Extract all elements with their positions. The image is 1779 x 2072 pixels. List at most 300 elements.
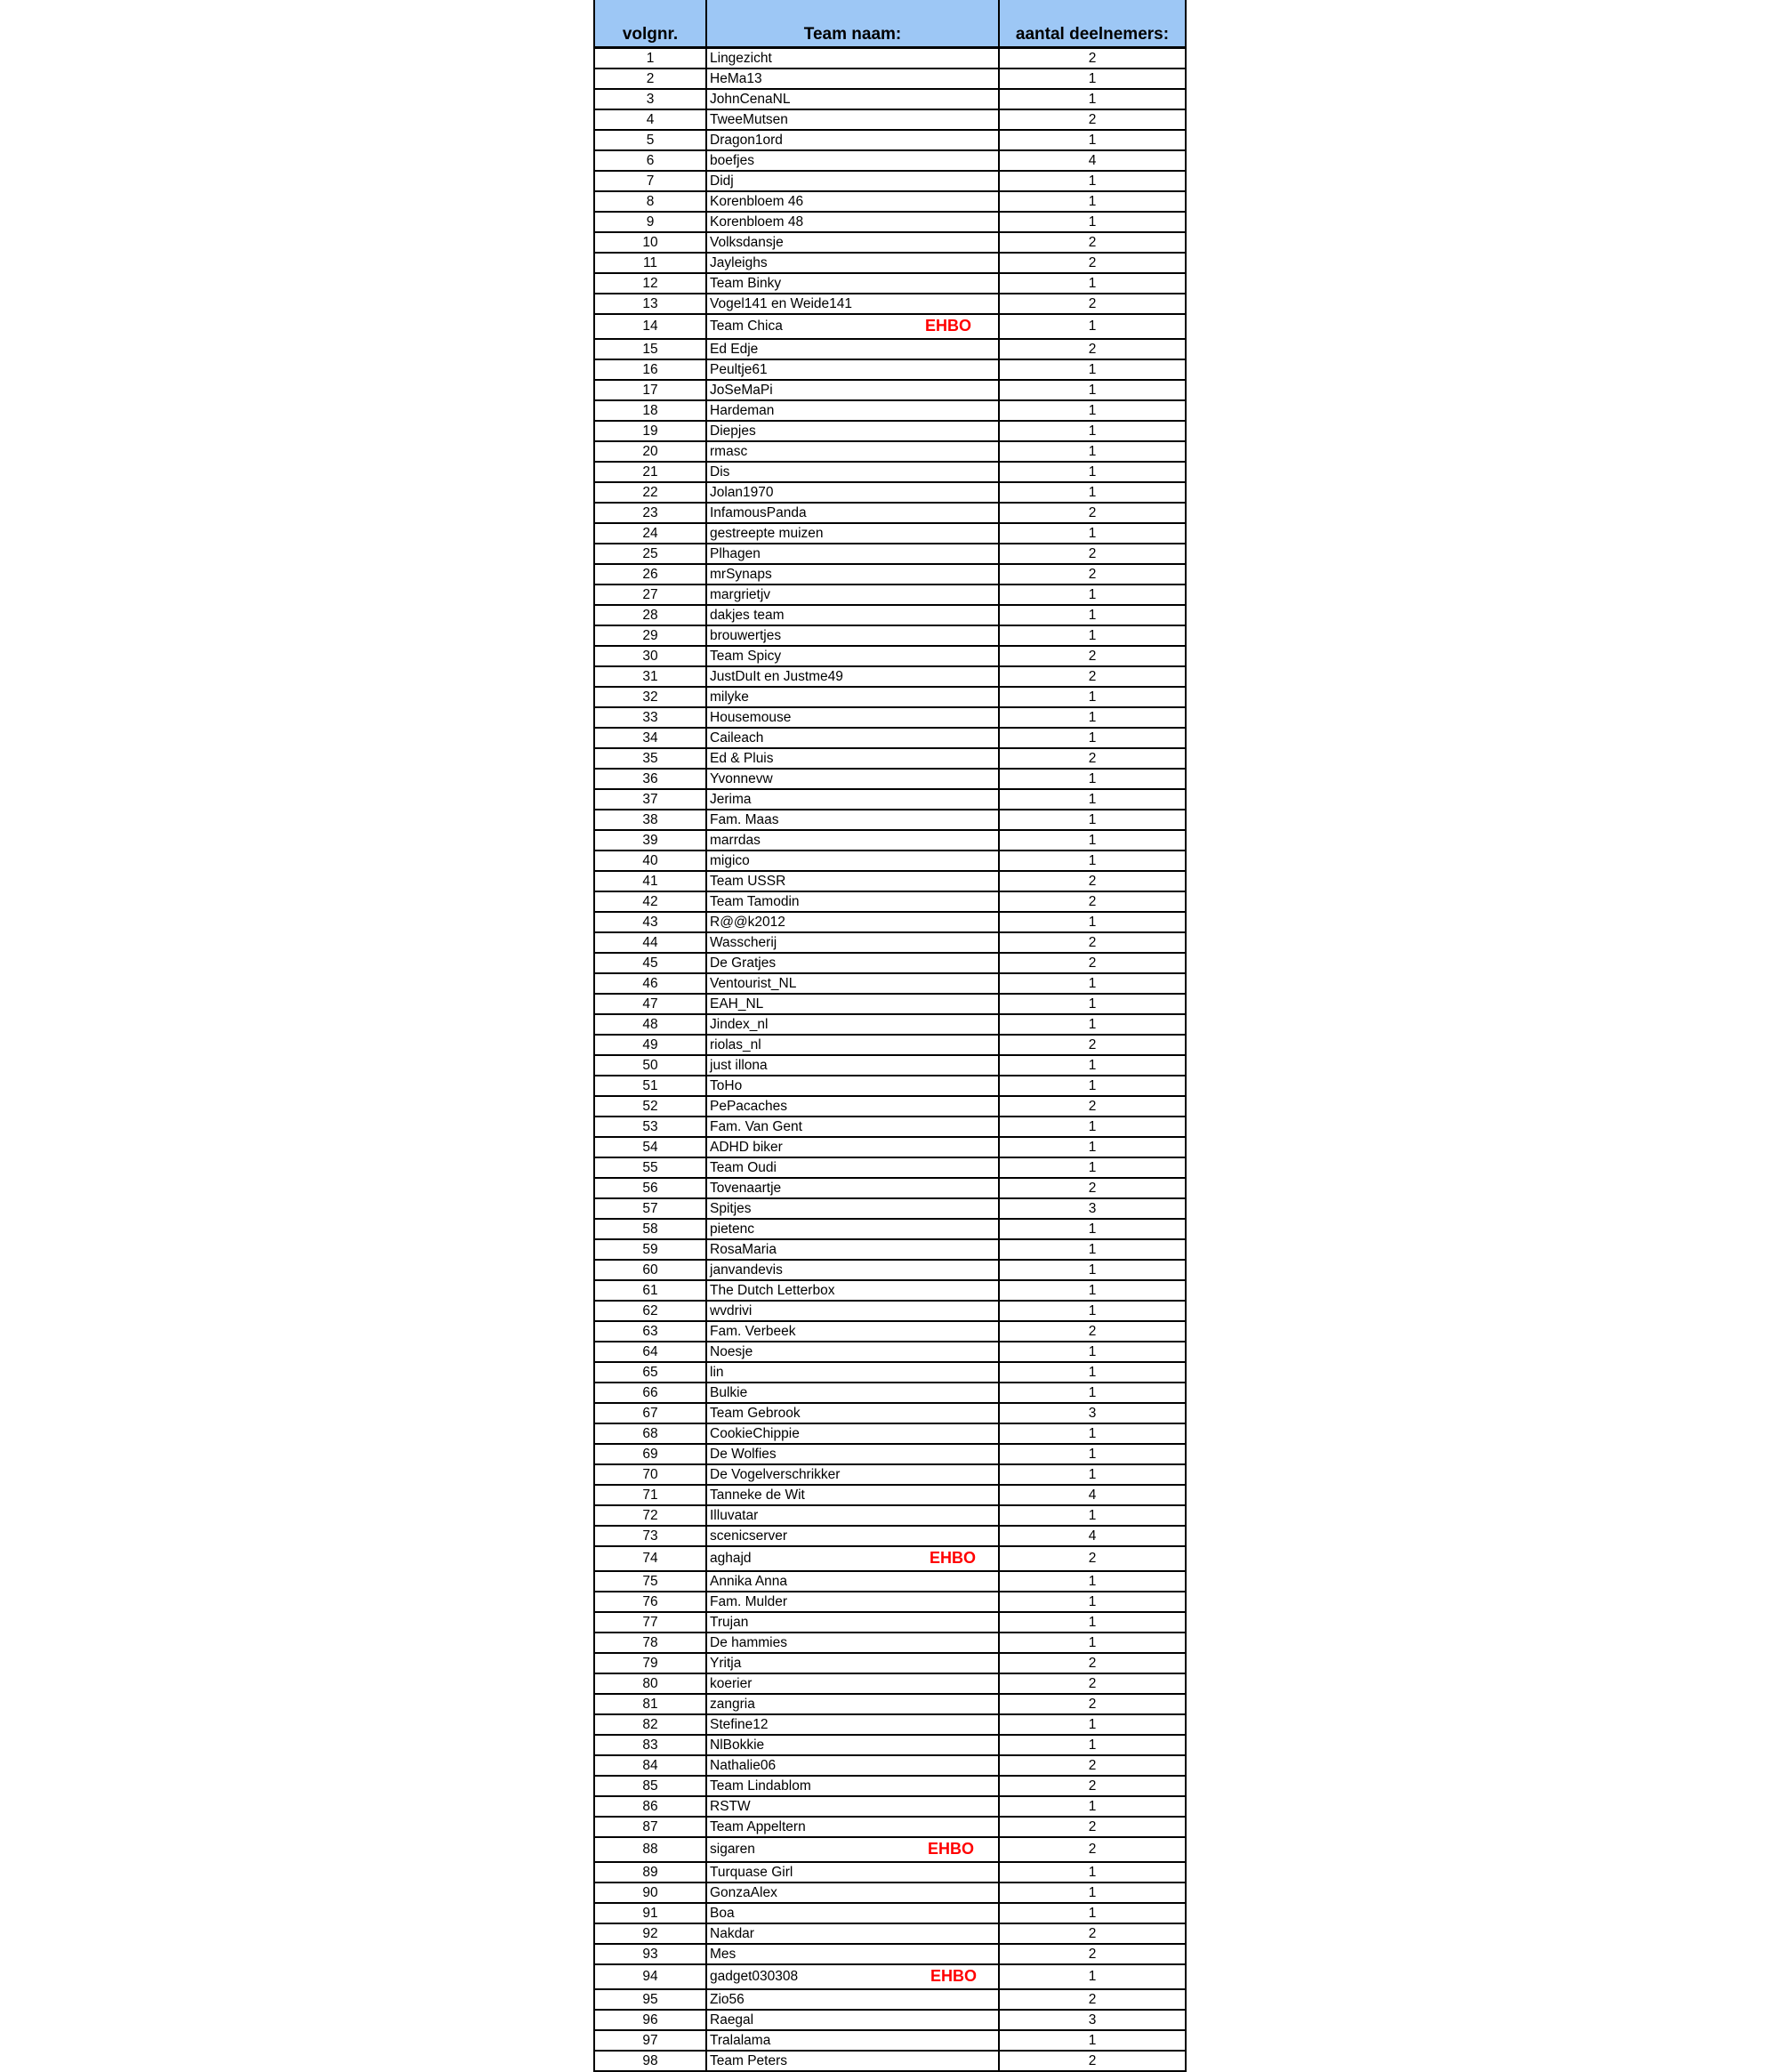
- cell-aantal-deelnemers[interactable]: 1: [999, 2030, 1186, 2051]
- cell-team-naam[interactable]: [706, 1883, 999, 1903]
- cell-team-naam[interactable]: [706, 462, 999, 482]
- cell-volgnr[interactable]: 39: [594, 830, 706, 851]
- cell-volgnr[interactable]: 75: [594, 1571, 706, 1592]
- cell-volgnr[interactable]: 78: [594, 1633, 706, 1653]
- cell-aantal-deelnemers[interactable]: 1: [999, 1076, 1186, 1096]
- team-name-text: Jayleighs: [710, 255, 768, 270]
- cell-aantal-deelnemers[interactable]: 1: [999, 1735, 1186, 1755]
- cell-team-naam[interactable]: [706, 871, 999, 891]
- cell-aantal-deelnemers[interactable]: 4: [999, 1485, 1186, 1505]
- cell-aantal-deelnemers[interactable]: 1: [999, 789, 1186, 810]
- cell-aantal-deelnemers[interactable]: 1: [999, 1883, 1186, 1903]
- cell-team-naam[interactable]: [706, 1280, 999, 1301]
- cell-volgnr[interactable]: 52: [594, 1096, 706, 1117]
- cell-volgnr[interactable]: 17: [594, 380, 706, 400]
- cell-team-naam[interactable]: [706, 932, 999, 953]
- cell-volgnr[interactable]: 86: [594, 1796, 706, 1817]
- cell-volgnr[interactable]: 72: [594, 1505, 706, 1526]
- cell-team-naam[interactable]: [706, 1464, 999, 1485]
- cell-aantal-deelnemers[interactable]: 1: [999, 212, 1186, 232]
- cell-aantal-deelnemers[interactable]: 2: [999, 1546, 1186, 1571]
- cell-aantal-deelnemers[interactable]: 2: [999, 564, 1186, 585]
- cell-team-naam[interactable]: [706, 789, 999, 810]
- cell-team-naam[interactable]: [706, 150, 999, 171]
- cell-volgnr[interactable]: 73: [594, 1526, 706, 1546]
- cell-volgnr[interactable]: 10: [594, 232, 706, 253]
- cell-volgnr[interactable]: 83: [594, 1735, 706, 1755]
- cell-team-naam[interactable]: [706, 1014, 999, 1035]
- cell-aantal-deelnemers[interactable]: 1: [999, 707, 1186, 728]
- cell-volgnr[interactable]: 68: [594, 1423, 706, 1444]
- cell-aantal-deelnemers[interactable]: 2: [999, 1755, 1186, 1776]
- cell-aantal-deelnemers[interactable]: 2: [999, 1837, 1186, 1862]
- cell-team-naam[interactable]: [706, 1178, 999, 1198]
- cell-team-naam[interactable]: [706, 1944, 999, 1964]
- cell-volgnr[interactable]: 23: [594, 503, 706, 523]
- cell-aantal-deelnemers[interactable]: 1: [999, 728, 1186, 748]
- cell-team-naam[interactable]: [706, 769, 999, 789]
- cell-team-naam[interactable]: [706, 89, 999, 109]
- cell-team-naam[interactable]: [706, 212, 999, 232]
- cell-volgnr[interactable]: 60: [594, 1260, 706, 1280]
- cell-volgnr[interactable]: 43: [594, 912, 706, 932]
- cell-volgnr[interactable]: 22: [594, 482, 706, 503]
- cell-team-naam[interactable]: [706, 810, 999, 830]
- cell-aantal-deelnemers[interactable]: 1: [999, 687, 1186, 707]
- cell-aantal-deelnemers[interactable]: 1: [999, 359, 1186, 380]
- cell-volgnr[interactable]: 18: [594, 400, 706, 421]
- cell-team-naam[interactable]: [706, 1989, 999, 2010]
- cell-volgnr[interactable]: 94: [594, 1964, 706, 1989]
- cell-aantal-deelnemers[interactable]: 1: [999, 605, 1186, 625]
- cell-aantal-deelnemers[interactable]: 1: [999, 130, 1186, 150]
- cell-aantal-deelnemers[interactable]: 4: [999, 150, 1186, 171]
- cell-volgnr[interactable]: 47: [594, 994, 706, 1014]
- cell-volgnr[interactable]: 69: [594, 1444, 706, 1464]
- cell-aantal-deelnemers[interactable]: 1: [999, 585, 1186, 605]
- cell-volgnr[interactable]: 11: [594, 253, 706, 273]
- cell-volgnr[interactable]: 70: [594, 1464, 706, 1485]
- cell-team-naam[interactable]: [706, 564, 999, 585]
- cell-team-naam[interactable]: [706, 1137, 999, 1157]
- cell-team-naam[interactable]: [706, 1321, 999, 1342]
- cell-volgnr[interactable]: 63: [594, 1321, 706, 1342]
- cell-team-naam[interactable]: [706, 1076, 999, 1096]
- cell-volgnr[interactable]: 30: [594, 646, 706, 666]
- cell-team-naam[interactable]: [706, 1817, 999, 1837]
- cell-aantal-deelnemers[interactable]: 2: [999, 253, 1186, 273]
- cell-aantal-deelnemers[interactable]: 2: [999, 503, 1186, 523]
- cell-team-naam[interactable]: [706, 1612, 999, 1633]
- cell-volgnr[interactable]: 74: [594, 1546, 706, 1571]
- cell-volgnr[interactable]: 7: [594, 171, 706, 191]
- cell-team-naam[interactable]: [706, 1571, 999, 1592]
- cell-team-naam[interactable]: [706, 359, 999, 380]
- cell-aantal-deelnemers[interactable]: 1: [999, 191, 1186, 212]
- cell-team-naam[interactable]: [706, 1735, 999, 1755]
- cell-volgnr[interactable]: 40: [594, 851, 706, 871]
- cell-team-naam[interactable]: [706, 973, 999, 994]
- cell-volgnr[interactable]: 76: [594, 1592, 706, 1612]
- cell-volgnr[interactable]: 46: [594, 973, 706, 994]
- cell-aantal-deelnemers[interactable]: 1: [999, 380, 1186, 400]
- cell-volgnr[interactable]: 91: [594, 1903, 706, 1923]
- header-team-naam[interactable]: Team naam:: [706, 0, 999, 48]
- cell-aantal-deelnemers[interactable]: 3: [999, 2010, 1186, 2030]
- cell-volgnr[interactable]: 9: [594, 212, 706, 232]
- cell-team-naam[interactable]: [706, 339, 999, 359]
- cell-volgnr[interactable]: 85: [594, 1776, 706, 1796]
- cell-volgnr[interactable]: 59: [594, 1239, 706, 1260]
- cell-aantal-deelnemers[interactable]: 1: [999, 171, 1186, 191]
- cell-aantal-deelnemers[interactable]: 1: [999, 69, 1186, 89]
- cell-aantal-deelnemers[interactable]: 1: [999, 810, 1186, 830]
- cell-aantal-deelnemers[interactable]: 1: [999, 441, 1186, 462]
- cell-volgnr[interactable]: 96: [594, 2010, 706, 2030]
- cell-aantal-deelnemers[interactable]: 1: [999, 830, 1186, 851]
- header-volgnr[interactable]: volgnr.: [594, 0, 706, 48]
- cell-volgnr[interactable]: 6: [594, 150, 706, 171]
- cell-volgnr[interactable]: 62: [594, 1301, 706, 1321]
- cell-team-naam[interactable]: [706, 1383, 999, 1403]
- cell-volgnr[interactable]: 48: [594, 1014, 706, 1035]
- cell-team-naam[interactable]: [706, 191, 999, 212]
- cell-aantal-deelnemers[interactable]: 1: [999, 1964, 1186, 1989]
- cell-volgnr[interactable]: 53: [594, 1117, 706, 1137]
- cell-aantal-deelnemers[interactable]: 1: [999, 1464, 1186, 1485]
- cell-aantal-deelnemers[interactable]: 3: [999, 1198, 1186, 1219]
- cell-team-naam[interactable]: [706, 1423, 999, 1444]
- cell-volgnr[interactable]: 36: [594, 769, 706, 789]
- cell-volgnr[interactable]: 81: [594, 1694, 706, 1714]
- cell-volgnr[interactable]: 26: [594, 564, 706, 585]
- cell-aantal-deelnemers[interactable]: 1: [999, 994, 1186, 1014]
- cell-volgnr[interactable]: 49: [594, 1035, 706, 1055]
- cell-volgnr[interactable]: 50: [594, 1055, 706, 1076]
- cell-team-naam[interactable]: [706, 441, 999, 462]
- cell-aantal-deelnemers[interactable]: 1: [999, 1342, 1186, 1362]
- cell-volgnr[interactable]: 98: [594, 2051, 706, 2071]
- cell-aantal-deelnemers[interactable]: 2: [999, 339, 1186, 359]
- cell-team-naam[interactable]: [706, 728, 999, 748]
- cell-volgnr[interactable]: 80: [594, 1673, 706, 1694]
- cell-volgnr[interactable]: 55: [594, 1157, 706, 1178]
- cell-volgnr[interactable]: 21: [594, 462, 706, 482]
- cell-volgnr[interactable]: 93: [594, 1944, 706, 1964]
- cell-team-naam[interactable]: [706, 912, 999, 932]
- cell-volgnr[interactable]: 97: [594, 2030, 706, 2051]
- cell-team-naam[interactable]: [706, 687, 999, 707]
- cell-volgnr[interactable]: 56: [594, 1178, 706, 1198]
- cell-aantal-deelnemers[interactable]: 1: [999, 1571, 1186, 1592]
- cell-aantal-deelnemers[interactable]: 2: [999, 748, 1186, 769]
- cell-aantal-deelnemers[interactable]: 1: [999, 1633, 1186, 1653]
- cell-team-naam[interactable]: [706, 1260, 999, 1280]
- cell-team-naam[interactable]: [706, 400, 999, 421]
- cell-team-naam[interactable]: [706, 253, 999, 273]
- cell-team-naam[interactable]: [706, 1837, 999, 1862]
- cell-team-naam[interactable]: [706, 2010, 999, 2030]
- cell-volgnr[interactable]: 42: [594, 891, 706, 912]
- cell-team-naam[interactable]: [706, 1694, 999, 1714]
- cell-team-naam[interactable]: [706, 830, 999, 851]
- cell-aantal-deelnemers[interactable]: 1: [999, 1796, 1186, 1817]
- cell-team-naam[interactable]: [706, 1755, 999, 1776]
- cell-team-naam[interactable]: [706, 523, 999, 544]
- cell-aantal-deelnemers[interactable]: 1: [999, 1612, 1186, 1633]
- cell-team-naam[interactable]: [706, 294, 999, 314]
- cell-team-naam[interactable]: [706, 1485, 999, 1505]
- cell-volgnr[interactable]: 95: [594, 1989, 706, 2010]
- cell-team-naam[interactable]: [706, 646, 999, 666]
- cell-team-naam[interactable]: [706, 380, 999, 400]
- cell-team-naam[interactable]: [706, 1117, 999, 1137]
- cell-volgnr[interactable]: 35: [594, 748, 706, 769]
- cell-team-naam[interactable]: [706, 314, 999, 339]
- cell-volgnr[interactable]: 15: [594, 339, 706, 359]
- cell-volgnr[interactable]: 57: [594, 1198, 706, 1219]
- cell-aantal-deelnemers[interactable]: 1: [999, 1137, 1186, 1157]
- cell-volgnr[interactable]: 19: [594, 421, 706, 441]
- cell-team-naam[interactable]: [706, 273, 999, 294]
- cell-aantal-deelnemers[interactable]: 1: [999, 1301, 1186, 1321]
- cell-aantal-deelnemers[interactable]: 1: [999, 89, 1186, 109]
- cell-team-naam[interactable]: [706, 1505, 999, 1526]
- cell-team-naam[interactable]: [706, 48, 999, 69]
- cell-volgnr[interactable]: 29: [594, 625, 706, 646]
- cell-team-naam[interactable]: [706, 1403, 999, 1423]
- cell-team-naam[interactable]: [706, 1923, 999, 1944]
- cell-aantal-deelnemers[interactable]: 1: [999, 1714, 1186, 1735]
- cell-volgnr[interactable]: 64: [594, 1342, 706, 1362]
- cell-volgnr[interactable]: 25: [594, 544, 706, 564]
- table-row: [594, 1883, 1186, 1903]
- cell-team-naam[interactable]: [706, 605, 999, 625]
- cell-aantal-deelnemers[interactable]: 1: [999, 421, 1186, 441]
- cell-aantal-deelnemers[interactable]: 2: [999, 1321, 1186, 1342]
- cell-volgnr[interactable]: 38: [594, 810, 706, 830]
- cell-team-naam[interactable]: [706, 1633, 999, 1653]
- cell-aantal-deelnemers[interactable]: 1: [999, 1862, 1186, 1883]
- cell-team-naam[interactable]: [706, 953, 999, 973]
- cell-aantal-deelnemers[interactable]: 2: [999, 1096, 1186, 1117]
- cell-volgnr[interactable]: 44: [594, 932, 706, 953]
- cell-volgnr[interactable]: 61: [594, 1280, 706, 1301]
- cell-volgnr[interactable]: 1: [594, 48, 706, 69]
- cell-volgnr[interactable]: 8: [594, 191, 706, 212]
- cell-team-naam[interactable]: [706, 1219, 999, 1239]
- cell-volgnr[interactable]: 28: [594, 605, 706, 625]
- cell-aantal-deelnemers[interactable]: 2: [999, 294, 1186, 314]
- cell-aantal-deelnemers[interactable]: 2: [999, 1817, 1186, 1837]
- cell-volgnr[interactable]: 5: [594, 130, 706, 150]
- cell-aantal-deelnemers[interactable]: 1: [999, 1117, 1186, 1137]
- cell-team-naam[interactable]: [706, 891, 999, 912]
- cell-aantal-deelnemers[interactable]: 1: [999, 482, 1186, 503]
- cell-volgnr[interactable]: 88: [594, 1837, 706, 1862]
- cell-team-naam[interactable]: [706, 1653, 999, 1673]
- cell-volgnr[interactable]: 34: [594, 728, 706, 748]
- team-name-text: Ed Edje: [710, 342, 759, 357]
- cell-aantal-deelnemers[interactable]: 2: [999, 109, 1186, 130]
- cell-volgnr[interactable]: 90: [594, 1883, 706, 1903]
- cell-aantal-deelnemers[interactable]: 1: [999, 1239, 1186, 1260]
- cell-team-naam[interactable]: [706, 1157, 999, 1178]
- cell-aantal-deelnemers[interactable]: 1: [999, 625, 1186, 646]
- cell-volgnr[interactable]: 14: [594, 314, 706, 339]
- cell-team-naam[interactable]: [706, 1862, 999, 1883]
- cell-aantal-deelnemers[interactable]: 2: [999, 232, 1186, 253]
- cell-volgnr[interactable]: 87: [594, 1817, 706, 1837]
- cell-aantal-deelnemers[interactable]: 2: [999, 544, 1186, 564]
- cell-volgnr[interactable]: 13: [594, 294, 706, 314]
- cell-team-naam[interactable]: [706, 851, 999, 871]
- cell-aantal-deelnemers[interactable]: 1: [999, 1383, 1186, 1403]
- cell-aantal-deelnemers[interactable]: 1: [999, 462, 1186, 482]
- cell-volgnr[interactable]: 24: [594, 523, 706, 544]
- cell-volgnr[interactable]: 32: [594, 687, 706, 707]
- cell-aantal-deelnemers[interactable]: 1: [999, 1157, 1186, 1178]
- cell-volgnr[interactable]: 92: [594, 1923, 706, 1944]
- cell-team-naam[interactable]: [706, 1342, 999, 1362]
- cell-team-naam[interactable]: [706, 748, 999, 769]
- cell-team-naam[interactable]: [706, 503, 999, 523]
- cell-team-naam[interactable]: [706, 69, 999, 89]
- cell-aantal-deelnemers[interactable]: 1: [999, 273, 1186, 294]
- cell-aantal-deelnemers[interactable]: 2: [999, 1923, 1186, 1944]
- cell-team-naam[interactable]: [706, 1592, 999, 1612]
- cell-volgnr[interactable]: 12: [594, 273, 706, 294]
- cell-team-naam[interactable]: [706, 1239, 999, 1260]
- cell-team-naam[interactable]: [706, 1301, 999, 1321]
- cell-aantal-deelnemers[interactable]: 2: [999, 1178, 1186, 1198]
- cell-team-naam[interactable]: [706, 544, 999, 564]
- cell-aantal-deelnemers[interactable]: 1: [999, 1444, 1186, 1464]
- cell-volgnr[interactable]: 77: [594, 1612, 706, 1633]
- cell-aantal-deelnemers[interactable]: 1: [999, 1592, 1186, 1612]
- cell-volgnr[interactable]: 51: [594, 1076, 706, 1096]
- cell-volgnr[interactable]: 79: [594, 1653, 706, 1673]
- cell-team-naam[interactable]: [706, 109, 999, 130]
- cell-aantal-deelnemers[interactable]: 1: [999, 1280, 1186, 1301]
- cell-aantal-deelnemers[interactable]: 1: [999, 851, 1186, 871]
- cell-aantal-deelnemers[interactable]: 2: [999, 1035, 1186, 1055]
- cell-team-naam[interactable]: [706, 1546, 999, 1571]
- cell-aantal-deelnemers[interactable]: 1: [999, 1903, 1186, 1923]
- cell-team-naam[interactable]: [706, 625, 999, 646]
- cell-team-naam[interactable]: [706, 482, 999, 503]
- cell-volgnr[interactable]: 65: [594, 1362, 706, 1383]
- cell-aantal-deelnemers[interactable]: 1: [999, 912, 1186, 932]
- cell-aantal-deelnemers[interactable]: 1: [999, 1219, 1186, 1239]
- cell-team-naam[interactable]: [706, 1673, 999, 1694]
- cell-volgnr[interactable]: 37: [594, 789, 706, 810]
- cell-volgnr[interactable]: 27: [594, 585, 706, 605]
- cell-team-naam[interactable]: [706, 171, 999, 191]
- cell-team-naam[interactable]: [706, 666, 999, 687]
- cell-aantal-deelnemers[interactable]: 4: [999, 1526, 1186, 1546]
- cell-aantal-deelnemers[interactable]: 2: [999, 953, 1186, 973]
- cell-volgnr[interactable]: 33: [594, 707, 706, 728]
- cell-volgnr[interactable]: 16: [594, 359, 706, 380]
- cell-aantal-deelnemers[interactable]: 1: [999, 1505, 1186, 1526]
- cell-aantal-deelnemers[interactable]: 2: [999, 1776, 1186, 1796]
- header-aantal-deelnemers[interactable]: aantal deelnemers:: [999, 0, 1186, 48]
- cell-volgnr[interactable]: 58: [594, 1219, 706, 1239]
- cell-aantal-deelnemers[interactable]: 1: [999, 523, 1186, 544]
- cell-aantal-deelnemers[interactable]: 1: [999, 1260, 1186, 1280]
- cell-aantal-deelnemers[interactable]: 2: [999, 1944, 1186, 1964]
- cell-volgnr[interactable]: 71: [594, 1485, 706, 1505]
- cell-team-naam[interactable]: [706, 1198, 999, 1219]
- cell-volgnr[interactable]: 45: [594, 953, 706, 973]
- cell-team-naam[interactable]: [706, 1096, 999, 1117]
- cell-team-naam[interactable]: [706, 1055, 999, 1076]
- cell-aantal-deelnemers[interactable]: 1: [999, 1423, 1186, 1444]
- cell-volgnr[interactable]: 3: [594, 89, 706, 109]
- cell-aantal-deelnemers[interactable]: 1: [999, 1362, 1186, 1383]
- cell-aantal-deelnemers[interactable]: 2: [999, 2051, 1186, 2071]
- cell-volgnr[interactable]: 31: [594, 666, 706, 687]
- cell-team-naam[interactable]: [706, 421, 999, 441]
- cell-team-naam[interactable]: [706, 232, 999, 253]
- cell-team-naam[interactable]: [706, 585, 999, 605]
- cell-volgnr[interactable]: 89: [594, 1862, 706, 1883]
- cell-volgnr[interactable]: 4: [594, 109, 706, 130]
- cell-aantal-deelnemers[interactable]: 2: [999, 932, 1186, 953]
- cell-aantal-deelnemers[interactable]: 2: [999, 1653, 1186, 1673]
- cell-team-naam[interactable]: [706, 1903, 999, 1923]
- cell-team-naam[interactable]: [706, 1526, 999, 1546]
- cell-team-naam[interactable]: [706, 2030, 999, 2051]
- cell-team-naam[interactable]: [706, 1362, 999, 1383]
- cell-aantal-deelnemers[interactable]: 2: [999, 1673, 1186, 1694]
- cell-volgnr[interactable]: 2: [594, 69, 706, 89]
- cell-volgnr[interactable]: 54: [594, 1137, 706, 1157]
- table-row: [594, 212, 1186, 232]
- cell-team-naam[interactable]: [706, 707, 999, 728]
- cell-team-naam[interactable]: [706, 1964, 999, 1989]
- cell-aantal-deelnemers[interactable]: 2: [999, 1989, 1186, 2010]
- cell-aantal-deelnemers[interactable]: 1: [999, 314, 1186, 339]
- cell-team-naam[interactable]: [706, 1035, 999, 1055]
- cell-volgnr[interactable]: 20: [594, 441, 706, 462]
- cell-volgnr[interactable]: 66: [594, 1383, 706, 1403]
- cell-aantal-deelnemers[interactable]: 2: [999, 646, 1186, 666]
- cell-team-naam[interactable]: [706, 1714, 999, 1735]
- cell-team-naam[interactable]: [706, 1796, 999, 1817]
- cell-aantal-deelnemers[interactable]: 1: [999, 973, 1186, 994]
- cell-team-naam[interactable]: [706, 1776, 999, 1796]
- cell-volgnr[interactable]: 84: [594, 1755, 706, 1776]
- cell-team-naam[interactable]: [706, 994, 999, 1014]
- cell-volgnr[interactable]: 41: [594, 871, 706, 891]
- cell-team-naam[interactable]: [706, 1444, 999, 1464]
- cell-aantal-deelnemers[interactable]: 3: [999, 1403, 1186, 1423]
- cell-volgnr[interactable]: 67: [594, 1403, 706, 1423]
- cell-aantal-deelnemers[interactable]: 1: [999, 1014, 1186, 1035]
- cell-aantal-deelnemers[interactable]: 1: [999, 1055, 1186, 1076]
- cell-aantal-deelnemers[interactable]: 1: [999, 400, 1186, 421]
- cell-team-naam[interactable]: [706, 130, 999, 150]
- cell-aantal-deelnemers[interactable]: 2: [999, 48, 1186, 69]
- cell-aantal-deelnemers[interactable]: 1: [999, 769, 1186, 789]
- cell-volgnr[interactable]: 82: [594, 1714, 706, 1735]
- cell-aantal-deelnemers[interactable]: 2: [999, 666, 1186, 687]
- cell-aantal-deelnemers[interactable]: 2: [999, 891, 1186, 912]
- cell-aantal-deelnemers[interactable]: 2: [999, 1694, 1186, 1714]
- cell-aantal-deelnemers[interactable]: 2: [999, 871, 1186, 891]
